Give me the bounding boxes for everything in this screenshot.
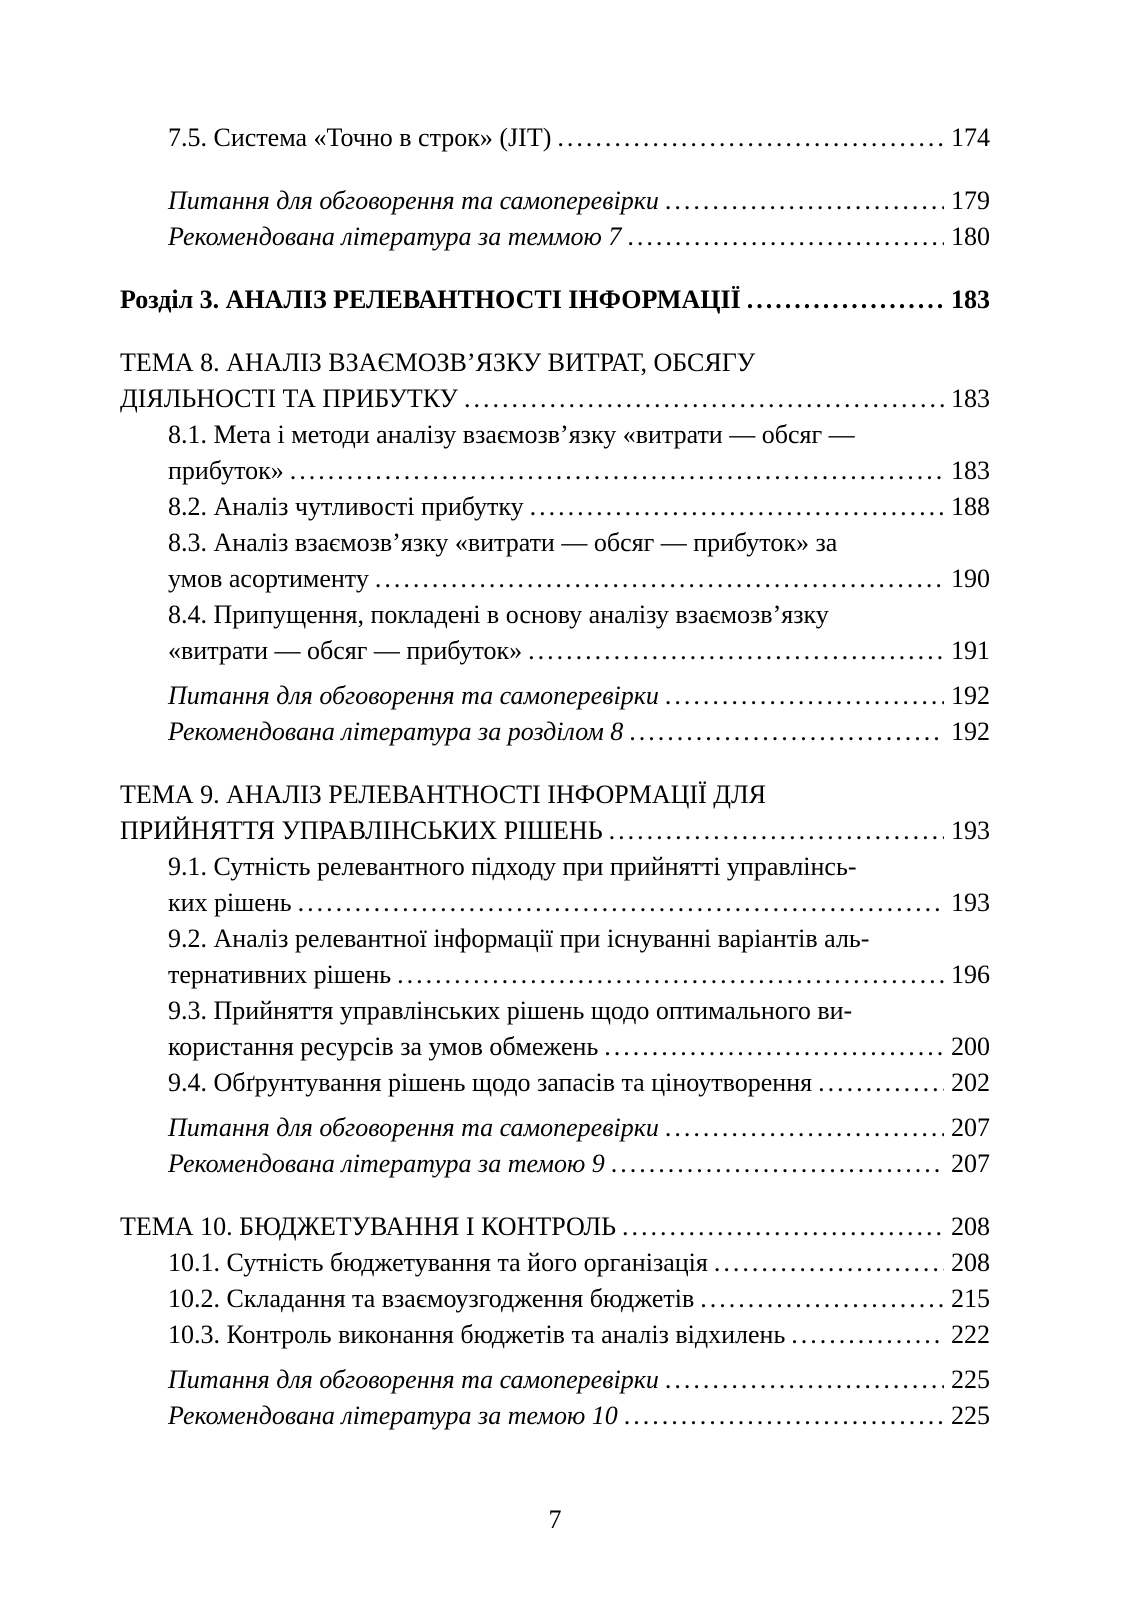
toc-entry-tema	[120, 345, 990, 417]
toc-page-number: 188	[951, 492, 990, 521]
dot-leader	[714, 1245, 944, 1281]
toc-entry-text: 9.3. Прийняття управлінських рішень щодо оптимального ви-	[168, 996, 853, 1025]
toc-page-number: 215	[951, 1284, 990, 1313]
toc-entry-text: 8.2. Аналіз чутливості прибутку	[168, 492, 524, 521]
toc-page-number: 183	[951, 384, 990, 413]
toc-page-number: 208	[951, 1212, 990, 1241]
toc-page-number: 196	[951, 960, 990, 989]
toc-entry-text: 10.3. Контроль виконання бюджетів та аналіз відхилень	[168, 1320, 786, 1349]
toc-entry-text: 9.4. Обґрунтування рішень щодо запасів та ціноутворення	[168, 1068, 813, 1097]
spacer	[120, 750, 990, 777]
toc-page-number: 207	[951, 1113, 990, 1142]
toc-entry-text: користання ресурсів за умов обмежень	[168, 1032, 599, 1061]
toc-page-number: 183	[951, 285, 990, 314]
toc-page-number: 180	[951, 222, 990, 251]
dot-leader	[665, 183, 944, 219]
dot-leader	[624, 1398, 944, 1434]
spacer	[120, 1101, 990, 1110]
dot-leader	[557, 120, 944, 156]
toc-entry	[120, 1281, 990, 1317]
toc-entry-text: 10.2. Складання та взаємоузгодження бюджетів	[168, 1284, 695, 1313]
dot-leader	[604, 1029, 944, 1065]
toc-entry	[120, 1245, 990, 1281]
toc-entry-text: Питання для обговорення та самоперевірки	[168, 1365, 659, 1394]
toc-entry	[120, 1065, 990, 1101]
toc-entry-text: «витрати — обсяг — прибуток»	[168, 636, 523, 665]
toc-entry-text: Питання для обговорення та самоперевірки	[168, 186, 659, 215]
toc-entry	[120, 120, 990, 156]
toc-entry	[120, 219, 990, 255]
toc-entry	[120, 597, 990, 669]
toc-entry-text: Рекомендована література за темою 9	[168, 1149, 605, 1178]
toc-entry-text: прибуток»	[168, 456, 284, 485]
toc-entry	[120, 1317, 990, 1353]
dot-leader	[298, 885, 944, 921]
dot-leader	[791, 1317, 944, 1353]
toc-entry-text: ПРИЙНЯТТЯ УПРАВЛІНСЬКИХ РІШЕНЬ	[120, 816, 603, 845]
toc-page-number: 192	[951, 717, 990, 746]
toc-page-number: 225	[951, 1401, 990, 1430]
spacer	[120, 1182, 990, 1209]
toc-entry-text: 10.1. Сутність бюджетування та його організація	[168, 1248, 708, 1277]
toc-page-number: 208	[951, 1248, 990, 1277]
toc-entry-text: 9.1. Сутність релевантного підходу при прийнятті управлінсь-	[168, 852, 857, 881]
toc-entry	[120, 525, 990, 597]
dot-leader	[290, 453, 944, 489]
dot-leader	[375, 561, 944, 597]
dot-leader	[611, 1146, 944, 1182]
toc-page-number: 202	[951, 1068, 990, 1097]
toc-entry-section	[120, 282, 990, 318]
toc-entry	[120, 849, 990, 921]
toc-entry	[120, 417, 990, 489]
toc-entry-text: ДІЯЛЬНОСТІ ТА ПРИБУТКУ	[120, 384, 458, 413]
toc-entry-text: ких рішень	[168, 888, 292, 917]
toc-entry-text: Розділ 3. АНАЛІЗ РЕЛЕВАНТНОСТІ ІНФОРМАЦІЇ	[120, 285, 741, 314]
toc-entry-text: тернативних рішень	[168, 960, 392, 989]
toc-entry-text: умов асортименту	[168, 564, 369, 593]
toc-entry-text: 9.2. Аналіз релевантної інформації при існуванні варіантів аль-	[168, 924, 870, 953]
toc-page-number: 183	[951, 456, 990, 485]
spacer	[120, 669, 990, 678]
dot-leader	[397, 957, 944, 993]
dot-leader	[818, 1065, 944, 1101]
dot-leader	[528, 633, 944, 669]
spacer	[120, 318, 990, 345]
toc-page-number: 222	[951, 1320, 990, 1349]
toc-entry-text: Питання для обговорення та самоперевірки	[168, 1113, 659, 1142]
toc-page-number: 192	[951, 681, 990, 710]
dot-leader	[530, 489, 944, 525]
toc-page-number: 225	[951, 1365, 990, 1394]
dot-leader	[609, 813, 944, 849]
toc-entry	[120, 714, 990, 750]
toc-entry-text: 7.5. Система «Точно в строк» (JIT)	[168, 123, 552, 152]
toc-entry-tema	[120, 777, 990, 849]
toc-entry	[120, 993, 990, 1065]
toc-entry-text: 8.1. Мета і методи аналізу взаємозв’язку «витрати — обсяг —	[168, 420, 855, 449]
toc-entry-text: Питання для обговорення та самоперевірки	[168, 681, 659, 710]
toc-entry-tema	[120, 1209, 990, 1245]
toc-page-number: 191	[951, 636, 990, 665]
toc-entry-text: Рекомендована література за розділом 8	[168, 717, 624, 746]
dot-leader	[627, 219, 944, 255]
toc-entry	[120, 921, 990, 993]
dot-leader	[700, 1281, 944, 1317]
toc-page-number: 200	[951, 1032, 990, 1061]
dot-leader	[629, 714, 944, 750]
page-number: 7	[548, 1505, 562, 1534]
toc-page-number: 179	[951, 186, 990, 215]
toc-page-number: 193	[951, 816, 990, 845]
toc-entry-text: 8.4. Припущення, покладені в основу аналізу взаємозв’язку	[168, 600, 829, 629]
toc-entry	[120, 489, 990, 525]
dot-leader	[464, 381, 944, 417]
spacer	[120, 156, 990, 183]
toc-entry	[120, 183, 990, 219]
toc-entry-text: Рекомендована література за темою 10	[168, 1401, 618, 1430]
toc-entry	[120, 1110, 990, 1146]
toc-entry-text: ТЕМА 10. БЮДЖЕТУВАННЯ І КОНТРОЛЬ	[120, 1212, 617, 1241]
toc-entry-text: ТЕМА 9. АНАЛІЗ РЕЛЕВАНТНОСТІ ІНФОРМАЦІЇ ДЛЯ	[120, 780, 766, 809]
toc-entry-text: Рекомендована література за теммою 7	[168, 222, 622, 251]
toc-page-number: 190	[951, 564, 990, 593]
toc-entry	[120, 1146, 990, 1182]
dot-leader	[622, 1209, 944, 1245]
dot-leader	[665, 1362, 944, 1398]
spacer	[120, 255, 990, 282]
dot-leader	[747, 282, 944, 318]
toc-page-number: 174	[951, 123, 990, 152]
toc-entry	[120, 1398, 990, 1434]
toc-entry-text: ТЕМА 8. АНАЛІЗ ВЗАЄМОЗВ’ЯЗКУ ВИТРАТ, ОБСЯГУ	[120, 348, 756, 377]
toc-entry	[120, 678, 990, 714]
dot-leader	[665, 1110, 944, 1146]
toc-entry-text: 8.3. Аналіз взаємозв’язку «витрати — обсяг — прибуток» за	[168, 528, 838, 557]
toc-page-number: 207	[951, 1149, 990, 1178]
toc-page-number: 193	[951, 888, 990, 917]
dot-leader	[665, 678, 944, 714]
spacer	[120, 1353, 990, 1362]
toc-entry	[120, 1362, 990, 1398]
